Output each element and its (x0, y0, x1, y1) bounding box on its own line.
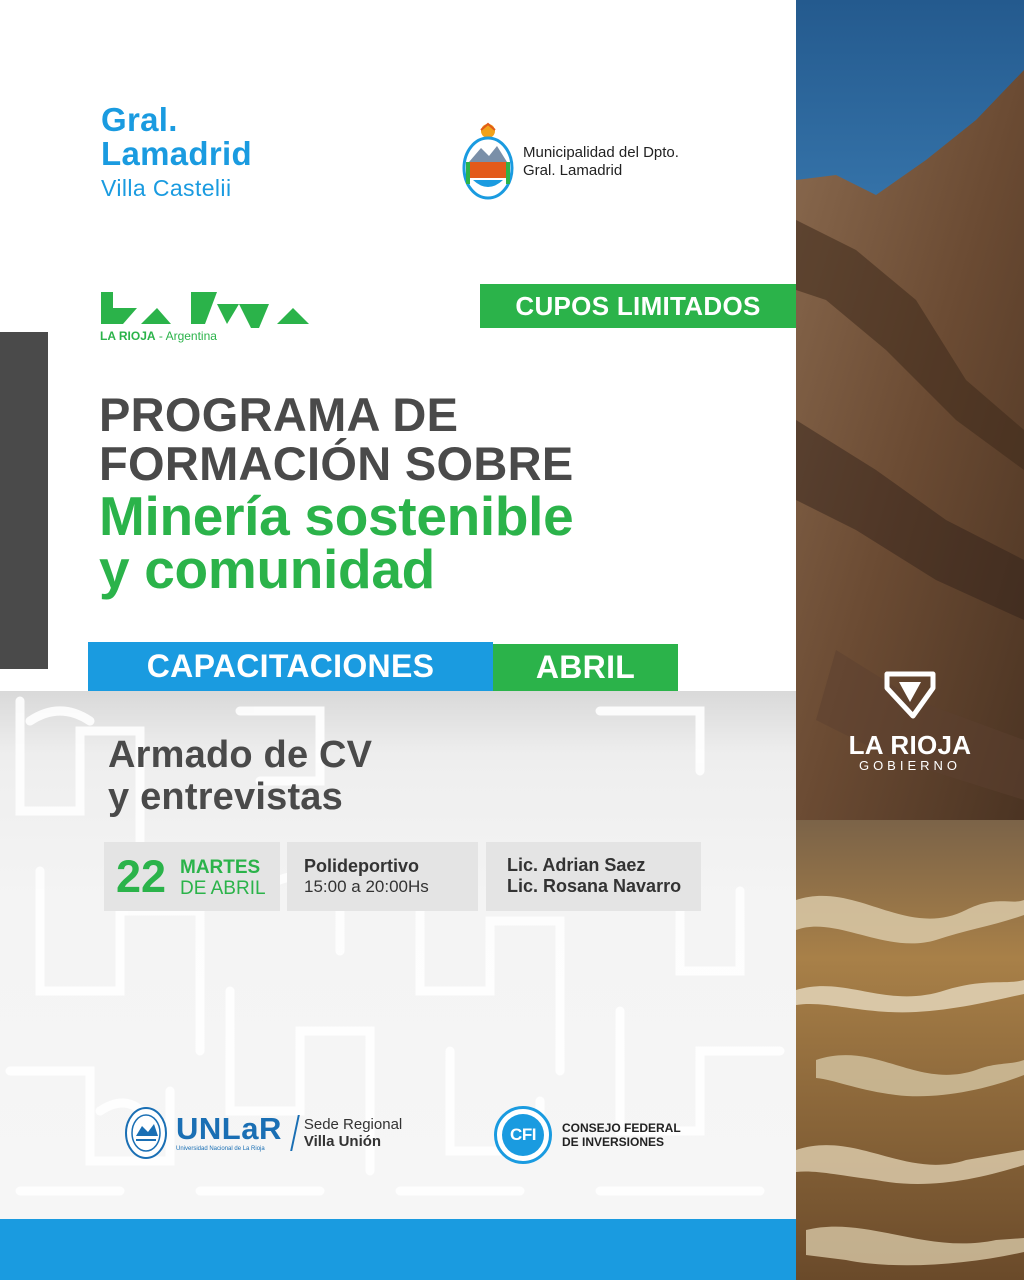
cfi-name (562, 1121, 681, 1149)
municipality-line-2: Gral. Lamadrid (523, 162, 623, 179)
capacitaciones-banner: CAPACITACIONES (88, 642, 493, 691)
la-rioja-logo (99, 288, 311, 335)
date-box (104, 842, 280, 911)
la-rioja-caption-rest: - Argentina (155, 329, 217, 343)
instructors-list (507, 855, 681, 897)
cfi-abbr: CFI (502, 1114, 544, 1156)
place-time: 15:00 a 20:00Hs (304, 877, 429, 896)
abril-banner: ABRIL (493, 644, 678, 691)
place-name: Polideportivo (304, 856, 420, 876)
session-title (108, 734, 372, 818)
cfi-line-2: DE INVERSIONES (562, 1135, 665, 1149)
sede-line-1: Sede Regional (303, 1116, 403, 1133)
gobierno-logo (840, 668, 980, 773)
title-line-3: Minería sostenible (99, 485, 574, 547)
unlar-name: UNLaR (176, 1111, 282, 1146)
la-rioja-caption-bold: LA RIOJA (100, 329, 156, 343)
instructor-2: Lic. Rosana Navarro (507, 876, 682, 896)
title-line-1: PROGRAMA DE (99, 388, 459, 441)
gobierno-emblem-icon (883, 668, 937, 722)
cfi-logo (494, 1106, 681, 1164)
brand-line-2: Lamadrid (101, 135, 252, 172)
left-accent-bar (0, 332, 48, 669)
la-rioja-caption (100, 329, 217, 343)
lamadrid-brand (101, 103, 252, 203)
instructors-box (486, 842, 701, 911)
instructor-1: Lic. Adrian Saez (507, 855, 646, 875)
municipality-text (523, 144, 679, 180)
program-title (99, 388, 574, 600)
sede-line-2: Villa Unión (303, 1133, 382, 1150)
bottom-blue-bar (0, 1219, 796, 1280)
session-title-line-2: y entrevistas (108, 776, 343, 818)
sede-regional (304, 1116, 402, 1150)
unlar-subtitle: Universidad Nacional de La Rioja (176, 1146, 265, 1152)
brand-line-3: Villa Castelii (101, 175, 232, 201)
title-line-4: y comunidad (99, 538, 435, 600)
cfi-circle-icon (494, 1106, 552, 1164)
unlar-shield-icon (124, 1106, 168, 1160)
unlar-wordmark (176, 1113, 282, 1153)
cfi-line-1: CONSEJO FEDERAL (562, 1121, 681, 1135)
la-rioja-mark-icon (99, 288, 311, 330)
session-title-line-1: Armado de CV (108, 734, 373, 776)
date-day: MARTES (180, 857, 261, 878)
gobierno-title: LA RIOJA (848, 730, 972, 760)
title-line-2: FORMACIÓN SOBRE (99, 437, 574, 490)
unlar-logo (124, 1106, 402, 1160)
municipality-shield-icon (461, 122, 515, 202)
place-box (287, 842, 478, 911)
landscape-photo (796, 0, 1024, 1280)
unlar-divider (290, 1115, 300, 1151)
date-number: 22 (116, 851, 167, 902)
municipality-logo (461, 122, 679, 202)
gobierno-subtitle: GOBIERNO (858, 758, 962, 773)
cupos-limitados-badge: CUPOS LIMITADOS (480, 284, 796, 328)
brand-line-1: Gral. (101, 101, 178, 138)
date-month: DE ABRIL (180, 878, 266, 899)
municipality-line-1: Municipalidad del Dpto. (523, 144, 679, 161)
